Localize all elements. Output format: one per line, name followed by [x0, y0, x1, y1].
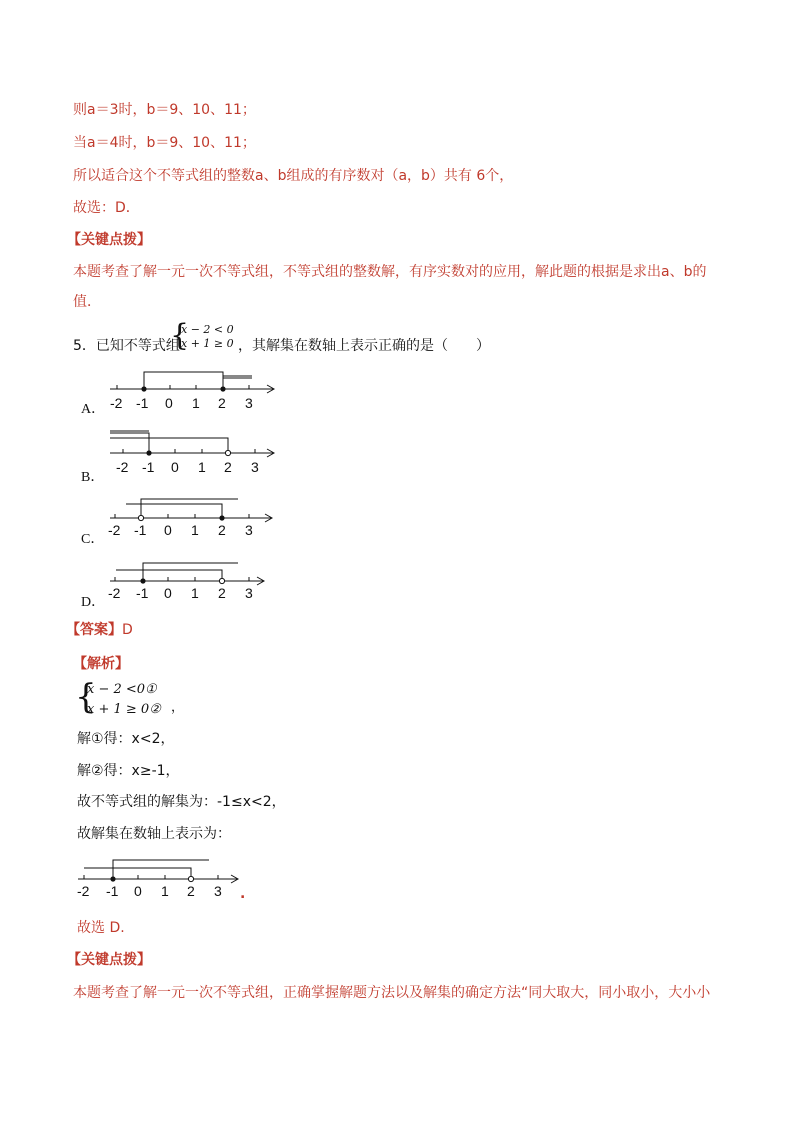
tick-label: -1: [136, 395, 149, 411]
tick-label: -2: [108, 585, 121, 601]
option-a-label: A．: [81, 402, 106, 417]
tick-label: -1: [134, 522, 147, 538]
solve-step-1: 解①得：x<2，: [77, 731, 175, 747]
answer-label: 【答案】: [66, 622, 122, 638]
solve-step-2: 解②得：x≥-1，: [77, 763, 180, 779]
option-a-numberline: [106, 368, 286, 416]
key-point-body-1b: 值．: [73, 294, 101, 310]
tick-label: 2: [218, 395, 226, 411]
analysis-label: 【解析】: [73, 656, 129, 672]
numberline-intro: 故解集在数轴上表示为：: [77, 826, 231, 842]
tick-label: 1: [191, 585, 199, 601]
tick-label: 0: [165, 395, 173, 411]
solution-set-line: 故不等式组的解集为：-1≤x<2，: [77, 794, 286, 810]
period-mark: .: [240, 886, 246, 902]
brace-symbol: {: [170, 318, 190, 353]
tick-label: 3: [214, 883, 222, 899]
tick-label: 0: [171, 459, 179, 475]
ineq-2: x + 1 ≥ 0: [181, 337, 234, 350]
tick-label: -2: [108, 522, 121, 538]
option-d-label: D．: [81, 595, 106, 610]
tick-label: 2: [187, 883, 195, 899]
answer-choice-line: 故选 D.: [77, 920, 125, 936]
text-line-4: 故选：D．: [73, 200, 140, 216]
tick-label: 0: [134, 883, 142, 899]
option-d-numberline: [106, 556, 286, 604]
tick-label: 2: [218, 522, 226, 538]
tick-label: -1: [142, 459, 155, 475]
key-point-heading-2: 【关键点拨】: [67, 952, 151, 968]
tick-label: -2: [110, 395, 123, 411]
tick-label: 0: [164, 585, 172, 601]
text-line-2: 当a＝4时，b＝9、10、11；: [73, 135, 256, 151]
tick-label: 0: [164, 522, 172, 538]
tick-label: 1: [161, 883, 169, 899]
tick-label: 2: [218, 585, 226, 601]
analysis-numberline: [76, 852, 256, 900]
key-point-body-1a: 本题考查了解一元一次不等式组，不等式组的整数解，有序实数对的应用，解此题的根据是求出a、b的: [73, 264, 707, 280]
tick-label: -1: [106, 883, 119, 899]
question-suffix: ，其解集在数轴上表示正确的是（ ）: [238, 338, 490, 354]
tick-label: -2: [77, 883, 90, 899]
text-line-1: 则a＝3时，b＝9、10、11；: [73, 102, 256, 118]
option-b-numberline: [106, 428, 286, 476]
tick-label: 1: [198, 459, 206, 475]
answer-value: D: [122, 622, 133, 638]
analysis-ineq-1: x − 2 <0①: [87, 682, 157, 697]
question-prefix: 5．已知不等式组: [73, 338, 180, 354]
key-point-body-2: 本题考查了解一元一次不等式组，正确掌握解题方法以及解集的确定方法“同大取大，同小取小，大小小: [73, 985, 711, 1001]
text-line-3: 所以适合这个不等式组的整数a、b组成的有序数对（a，b）共有 6个，: [73, 168, 514, 184]
analysis-ineq-2: x + 1 ≥ 0②: [87, 702, 161, 717]
tick-label: -2: [116, 459, 129, 475]
tick-label: -1: [136, 585, 149, 601]
analysis-inequality-system: [75, 677, 185, 720]
tick-label: 1: [191, 522, 199, 538]
tick-label: 3: [245, 522, 253, 538]
tick-label: 1: [192, 395, 200, 411]
tick-label: 3: [245, 395, 253, 411]
tick-label: 2: [224, 459, 232, 475]
tick-label: 3: [251, 459, 259, 475]
answer-line: [66, 620, 133, 640]
option-c-numberline: [106, 494, 286, 542]
key-point-heading-1: 【关键点拨】: [67, 232, 151, 248]
option-b-label: B．: [81, 470, 105, 485]
analysis-comma: ，: [171, 700, 185, 715]
option-c-label: C．: [81, 532, 105, 547]
brace-symbol: {: [75, 677, 97, 717]
ineq-1: x − 2 < 0: [181, 323, 234, 336]
tick-label: 3: [245, 585, 253, 601]
